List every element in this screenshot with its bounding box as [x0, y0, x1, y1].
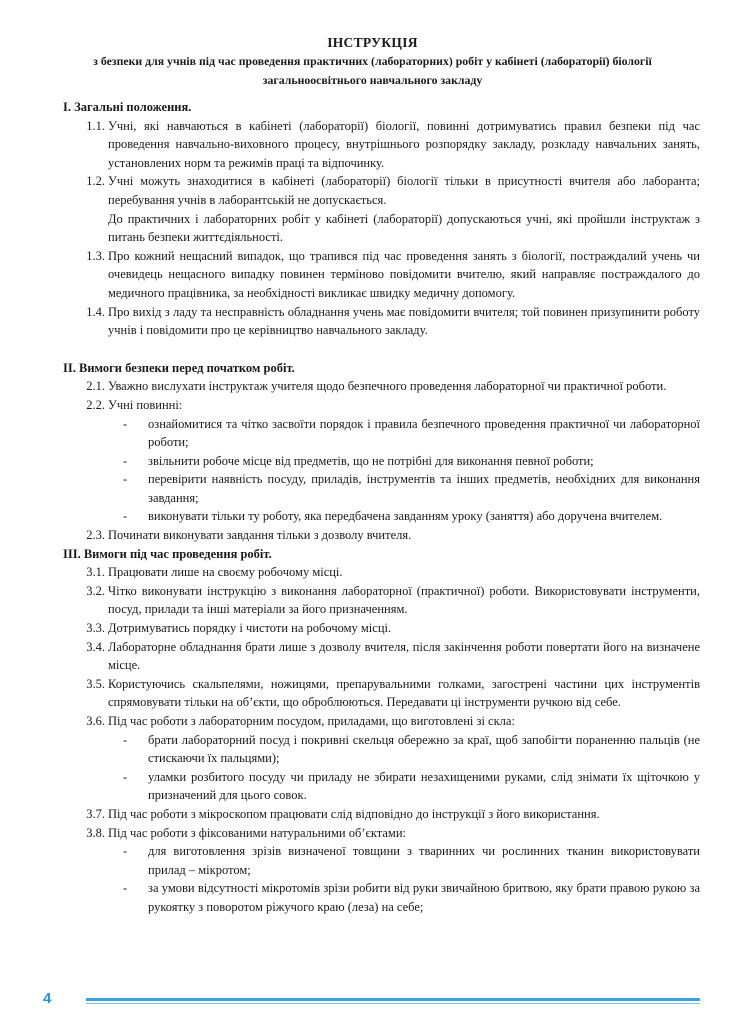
bullet-dash: - — [123, 769, 128, 784]
item-number: 1.3. — [86, 248, 105, 263]
item-paragraph: До практичних і лабораторних робіт у кабінеті (лабораторії) допускаються учні, які пройшли інструктаж з питань безпеки життєдіяльності. — [108, 211, 700, 245]
list-item — [63, 619, 700, 638]
item-text: Під час роботи з мікроскопом працювати слід відповідно до інструкції з його використання. — [108, 806, 600, 821]
item-number: 3.4. — [86, 639, 105, 654]
list-item — [63, 172, 700, 246]
list-item — [63, 805, 700, 824]
section-heading-3: ІІІ. Вимоги під час проведення робіт. — [63, 546, 272, 561]
item-number: 1.4. — [86, 304, 105, 319]
item-number: 3.2. — [86, 583, 105, 598]
item-text: Уважно вислухати інструктаж учителя щодо безпечного проведення лабораторної чи практичної роботи. — [108, 379, 667, 394]
list-item — [63, 303, 700, 340]
footer-rule — [86, 998, 700, 1001]
item-text: Лабораторне обладнання брати лише з дозволу вчителя, після закінчення роботи повертати його на визначене місце. — [108, 639, 700, 673]
list-item — [63, 377, 700, 396]
list-item — [63, 526, 700, 545]
item-text: Про вихід з ладу та несправність обладнання учень має повідомити вчителя; той повинен призупинити роботу учнів і повідомити про це керівництво навчального закладу. — [108, 304, 700, 338]
bullet-dash: - — [123, 416, 128, 431]
list-item — [63, 396, 700, 415]
item-text: Під час роботи з лабораторним посудом, приладами, що виготовлені зі скла: — [108, 714, 515, 728]
item-text: Чітко виконувати інструкцію з виконання лабораторної (практичної) роботи. Використовувати інструменти, посуд, прилади та інші матеріали за його призначенням. — [108, 583, 700, 617]
item-number: 2.3. — [86, 528, 105, 543]
item-text: Працювати лише на своєму робочому місці. — [108, 565, 343, 580]
bullet-dash: - — [123, 453, 128, 468]
section-heading-1: І. Загальні положення. — [63, 100, 192, 114]
item-text: Користуючись скальпелями, ножицями, препарувальними голками, загострені частини цих інструментів спрямовувати тільки на об’єкти, що оброблюються. Передавати ці інструменти ручкою від себе. — [108, 676, 700, 710]
list-item — [63, 638, 700, 675]
item-number: 3.7. — [86, 806, 105, 821]
doc-body — [63, 98, 700, 917]
bullet-text: виконувати тільки ту роботу, яка передбачена завданням уроку (заняття) або доручена вчителем. — [148, 509, 663, 524]
list-item — [63, 712, 700, 731]
bullet-item — [63, 507, 700, 526]
item-text: Про кожний нещасний випадок, що трапився під час проведення занять з біології, постраждалий учень чи очевидець нещасного випадку повинен терміново повідомити вчителю, який направляє постраждалого до медичного працівника, за необхідності викликає швидку медичну допомогу. — [108, 248, 700, 300]
item-text — [108, 172, 700, 246]
bullet-text: брати лабораторний посуд і покривні скельця обережно за краї, щоб запобігти пораненню пальців (не стискаючи їх пальцями); — [148, 732, 700, 766]
bullet-text: перевірити наявність посуду, приладів, інструментів та інших предметів, необхідних для виконання завдання; — [148, 472, 700, 505]
bullet-item — [63, 415, 700, 452]
footer-rule-thin — [86, 1003, 700, 1004]
list-item — [63, 824, 700, 843]
item-text: Учні повинні: — [108, 397, 183, 412]
item-number: 3.5. — [86, 676, 105, 691]
item-text: Починати виконувати завдання тільки з дозволу вчителя. — [108, 528, 412, 543]
item-number: 1.2. — [86, 174, 105, 189]
bullet-dash: - — [123, 881, 128, 896]
item-number: 3.8. — [86, 825, 105, 840]
item-number: 3.3. — [86, 621, 105, 636]
bullet-item — [63, 879, 700, 916]
list-item — [63, 247, 700, 303]
bullet-text: ознайомитися та чітко засвоїти порядок і правила безпечного проведення практичної чи лабораторної роботи; — [148, 416, 700, 450]
bullet-dash: - — [123, 844, 128, 859]
item-number: 2.1. — [86, 379, 105, 394]
doc-title: ІНСТРУКЦІЯ — [327, 35, 418, 50]
list-item — [63, 563, 700, 582]
item-text: Учні, які навчаються в кабінеті (лабораторії) біології, повинні дотримуватись правил безпеки під час проведення навчально-виховного процесу, внутрішнього розпорядку закладу, розкладу навчальних занять, установлених норм та режимів праці та відпочинку. — [108, 118, 700, 170]
doc-subtitle-line2: загальноосвітнього навчального закладу — [262, 73, 483, 87]
bullet-text: для виготовлення зрізів визначеної товщини з тваринних чи рослинних тканин використовувати прилад – мікротом; — [148, 844, 700, 877]
list-item — [63, 582, 700, 619]
item-number: 1.1. — [86, 118, 105, 133]
bullet-dash: - — [123, 509, 128, 524]
item-paragraph: Учні можуть знаходитися в кабінеті (лабораторії) біології тільки в присутності вчителя або лаборанта; перебування учнів в лаборантській не допускається. — [108, 174, 700, 207]
bullet-text: за умови відсутності мікротомів зрізи робити від руки звичайною бритвою, яку брати правою рукою за рукоятку з поворотом ріжучого краю (леза) на себе; — [148, 881, 700, 914]
bullet-dash: - — [123, 472, 128, 487]
page-number: 4 — [43, 990, 52, 1007]
bullet-item — [63, 470, 700, 507]
item-text: Під час роботи з фіксованими натуральними об’єктами: — [108, 825, 406, 840]
section-heading-2: ІІ. Вимоги безпеки перед початком робіт. — [63, 360, 295, 375]
doc-subtitle-line1: з безпеки для учнів під час проведення практичних (лабораторних) робіт у кабінеті (лабораторії) біології — [93, 54, 652, 68]
bullet-text: уламки розбитого посуду чи приладу не збирати незахищеними руками, слід знімати їх щіточкою у призначений для цього совок. — [148, 769, 700, 803]
list-item — [63, 117, 700, 173]
bullet-item — [63, 842, 700, 879]
item-number: 2.2. — [86, 397, 105, 412]
list-item — [63, 675, 700, 712]
bullet-item — [63, 768, 700, 805]
item-number: 3.1. — [86, 565, 105, 580]
item-text: Дотримуватись порядку і чистоти на робочому місці. — [108, 621, 392, 636]
bullet-dash: - — [123, 732, 128, 747]
item-number: 3.6. — [86, 714, 105, 728]
bullet-item — [63, 731, 700, 768]
bullet-text: звільнити робоче місце від предметів, що не потрібні для виконання певної роботи; — [148, 453, 594, 468]
bullet-item — [63, 452, 700, 471]
